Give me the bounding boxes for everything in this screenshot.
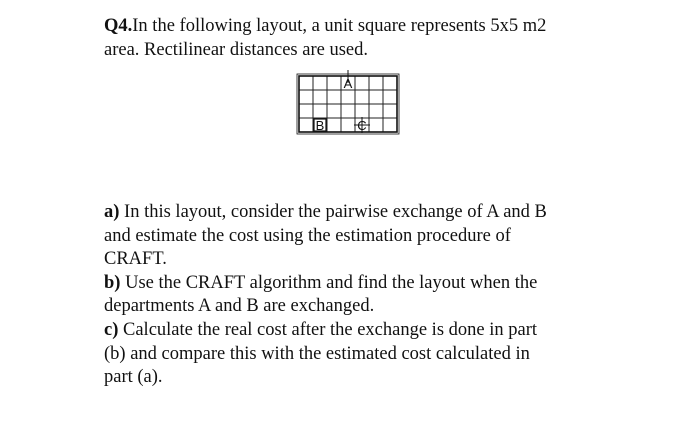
layout-grid-drawing	[295, 68, 407, 152]
part-b-label: b)	[104, 272, 121, 293]
part-a-label: a)	[104, 202, 120, 222]
part-a-text-1: In this layout, consider the pairwise exchange of A and B	[124, 202, 547, 222]
facility-layout-grid	[295, 68, 407, 152]
department-c-label: C	[357, 118, 367, 133]
department-b-label: B	[315, 118, 325, 133]
question-parts	[104, 201, 664, 390]
part-a-line-1	[104, 201, 664, 225]
question-line-2: area. Rectilinear distances are used.	[104, 40, 369, 60]
part-c-line-2: (b) and compare this with the estimated cost calculated in	[104, 343, 530, 364]
part-a-line-2: and estimate the cost using the estimation procedure of	[104, 225, 511, 246]
question-text-1: In the following layout, a unit square represents 5x5 m2	[132, 16, 547, 36]
part-c-label: c)	[104, 319, 119, 340]
question-line-1	[104, 14, 664, 38]
question-header	[104, 14, 664, 62]
part-c-text-1: Calculate the real cost after the exchange is done in part	[123, 319, 538, 340]
part-b-line-1	[104, 272, 664, 296]
part-b-text-1: Use the CRAFT algorithm and find the layout when the	[125, 272, 538, 293]
question-number: Q4.	[104, 16, 133, 36]
department-marks	[314, 70, 370, 133]
part-c-line-3: part (a).	[104, 367, 163, 388]
part-c-line-1	[104, 319, 664, 343]
part-a-line-3: CRAFT.	[104, 249, 167, 270]
department-a-label: A	[343, 76, 353, 91]
part-b-line-2: departments A and B are exchanged.	[104, 296, 375, 317]
